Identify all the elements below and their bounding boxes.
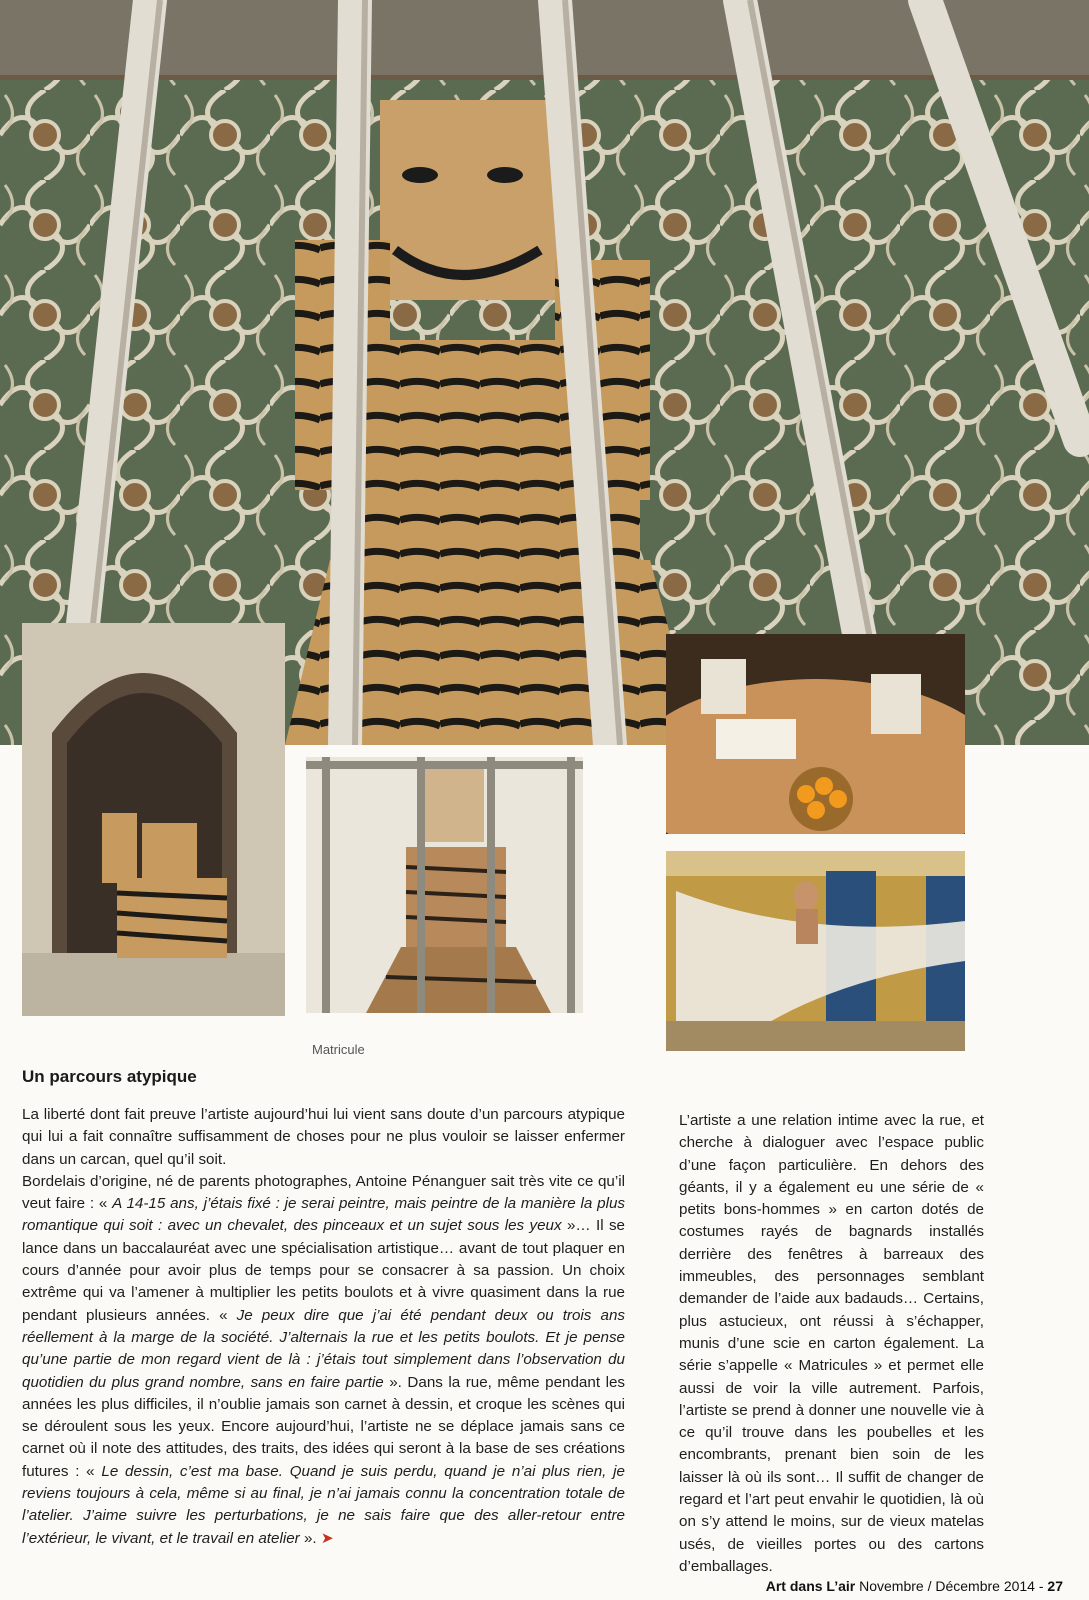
magazine-name: Art dans L’air [765, 1578, 856, 1594]
photo-matricule [306, 757, 583, 1013]
page-number: 27 [1047, 1578, 1063, 1594]
continue-arrow-icon: ➤ [316, 1529, 334, 1547]
paragraph-intro: La liberté dont fait preuve l’artiste aujourd’hui lui vient sans doute d’un parcours atypique qui lui a fait connaître suffisamment de choses pour ne plus vouloir se laisser enfermer dans un carcan, quel qu’il soit. [22, 1106, 625, 1168]
paragraph-street-art: L’artiste a une relation intime avec la rue, et cherche à dialoguer avec l’espace public d’une façon particulière. En dehors des géants, il y a également eu une série de « petits bons-hommes » en carton dotés de costumes rayés de bagnards installés derrière des fenêtres à barreaux des immeubles, des personnages semblant demander de l’aide aux badauds… Certains, plus astucieux, ont réussi à s’échapper, munis d’une scie en carton également. La série s’appelle « Matricules » et permet elle aussi de voir la ville autrement. Parfois, l’artiste se prend à donner une nouvelle vie à ce qu’il trouve dans les poubelles et les encombrants, prenant bien soin de les laisser là où ils sont… Il suffit de changer de regard et l’art peut envahir le quotidien, là où on s’y attend le moins, sur de vieux matelas usés, de vieilles portes ou des cartons d’emballages. [679, 1112, 984, 1575]
article-left-column [22, 1104, 625, 1550]
photo-figures-at-table [666, 634, 965, 834]
quote-margin-of-society: Je peux dire que j’ai été pendant deux ou trois ans réellement à la marge de la société. J’alternais la rue et les petits boulots. Et je pense qu’une partie de mon regard vient de là : j’étais tout simplement dans l’observation du quotidien du plus grand nombre, sans en faire partie [22, 1306, 626, 1391]
quote-romantic-painter: A 14-15 ans, j’étais fixé : je serai peintre, mais peintre de la manière la plus romantique qui soit : avec un chevalet, des pinceaux et un sujet sous les yeux [22, 1195, 626, 1235]
photo-artist-hanging-drawing [666, 851, 965, 1051]
paragraph-biography: Bordelais d’origine, né de parents photographes, Antoine Pénanguer sait très vite ce qu’il veut faire : « A 14-15 ans, j’étais fixé : je serai peintre, mais peintre de la manière la plus romantique qui soit : avec un chevalet, des pinceaux et un sujet sous les yeux »… Il se lance dans un baccalauréat avec une spécialisation artistique… avant de tout plaquer en cours d’année pour avoir plus de temps pour se consacrer à sa passion. Un choix extrême qui va l’amener à multiplier les petits boulots et à vivre quasiment dans la rue pendant plusieurs années. « Je peux dire que j’ai été pendant deux ou trois ans réellement à la marge de la société. J’alternais la rue et les petits boulots. Et je pense qu’une partie de mon regard vient de là : j’étais tout simplement dans l’observation du quotidien du plus grand nombre, sans en faire partie ». Dans la rue, même pendant les années les plus difficiles, il n’oublie jamais son carnet à dessin, et croque les scènes qui se déroulent sous les yeux. Encore aujourd’hui, l’artiste ne se déplace jamais sans ce carnet où il note des attitudes, des traits, des idées qui seront à la base de ses créations futures : « Le dessin, c’est ma base. Quand je suis perdu, quand je n’ai plus rien, je reviens toujours à cela, même si au final, je n’ai jamais connu la concentration totale de l’atelier. J’aime suivre les perturbations, je ne sais faire que des aller-retour entre l’extérieur, le vivant, et le travail en atelier ». ➤ [22, 1172, 626, 1547]
page-footer [766, 1578, 1063, 1594]
issue-date: Novembre / Décembre 2014 - [855, 1578, 1048, 1594]
article-right-column [679, 1110, 984, 1578]
photo-escaping-figure-niche [22, 623, 285, 1016]
quote-drawing-base: Le dessin, c’est ma base. Quand je suis perdu, quand je n’ai plus rien, je reviens toujours à cela, même si au final, je n’ai jamais connu la concentration totale de l’atelier. J’aime suivre les perturbations, je ne sais faire que des aller-retour entre l’extérieur, le vivant, et le travail en atelier [22, 1462, 625, 1547]
section-heading: Un parcours atypique [22, 1067, 197, 1086]
photo-caption: Matricule [312, 1042, 365, 1057]
